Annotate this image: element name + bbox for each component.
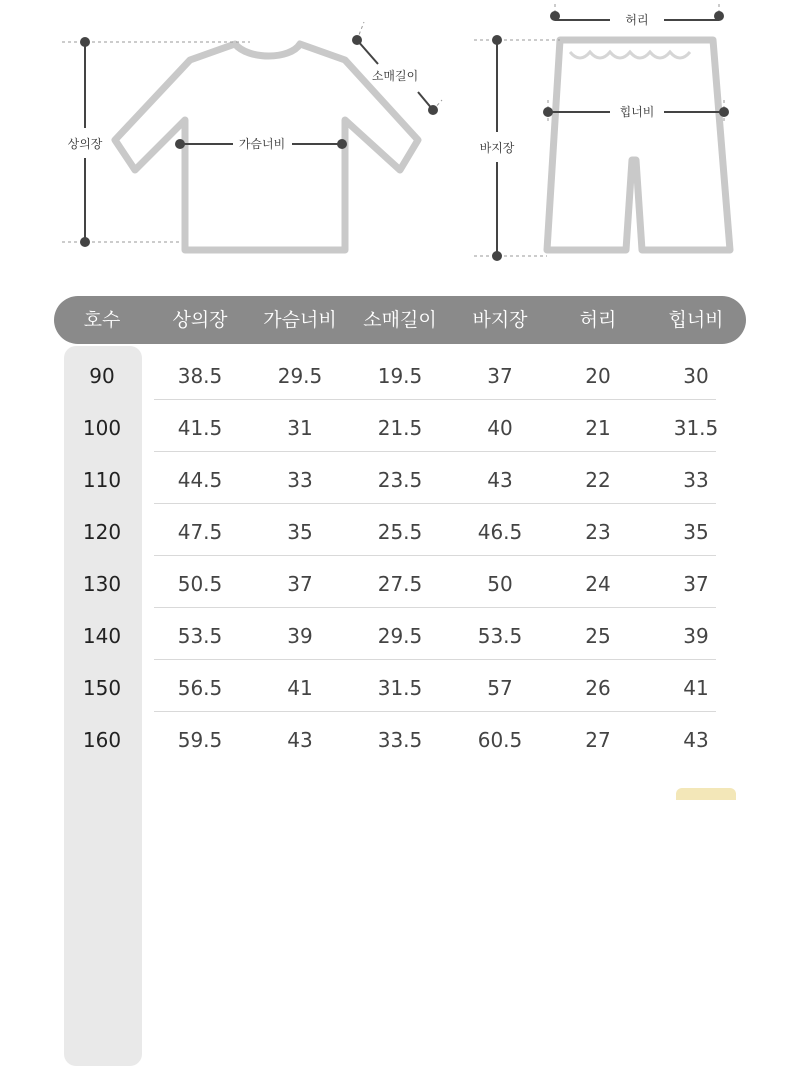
label-waist: 허리 xyxy=(625,13,649,27)
cell-size: 110 xyxy=(82,468,122,492)
table-header xyxy=(54,296,746,344)
cell-hip-width: 37 xyxy=(683,572,709,596)
header-size: 호수 xyxy=(83,309,121,331)
cell-top-length: 59.5 xyxy=(177,728,223,752)
cell-hip-width: 39 xyxy=(683,624,709,648)
cell-pants-length: 43 xyxy=(487,468,513,492)
cell-size: 120 xyxy=(82,520,122,544)
cell-chest-width: 33 xyxy=(287,468,313,492)
table-row xyxy=(54,348,746,400)
cell-chest-width: 37 xyxy=(287,572,313,596)
cell-waist: 27 xyxy=(585,728,611,752)
header-pants-length: 바지장 xyxy=(472,309,528,331)
table-body xyxy=(54,348,746,764)
cell-top-length: 56.5 xyxy=(177,676,223,700)
table-row xyxy=(54,504,746,556)
cell-chest-width: 41 xyxy=(287,676,313,700)
cell-waist: 21 xyxy=(585,416,611,440)
cell-pants-length: 37 xyxy=(487,364,513,388)
cell-chest-width: 39 xyxy=(287,624,313,648)
table-row xyxy=(54,712,746,764)
cell-pants-length: 60.5 xyxy=(477,728,523,752)
cell-pants-length: 53.5 xyxy=(477,624,523,648)
cell-chest-width: 35 xyxy=(287,520,313,544)
size-diagram xyxy=(0,0,800,285)
cell-sleeve-length: 19.5 xyxy=(377,364,423,388)
cell-pants-length: 57 xyxy=(487,676,513,700)
cell-pants-length: 46.5 xyxy=(477,520,523,544)
cell-top-length: 53.5 xyxy=(177,624,223,648)
header-chest-width: 가슴너비 xyxy=(263,309,337,331)
cell-sleeve-length: 27.5 xyxy=(377,572,423,596)
cell-chest-width: 31 xyxy=(287,416,313,440)
cell-hip-width: 33 xyxy=(683,468,709,492)
table-row xyxy=(54,660,746,712)
cell-size: 160 xyxy=(82,728,122,752)
label-hip-width: 힙너비 xyxy=(619,105,655,119)
header-top-length: 상의장 xyxy=(172,309,228,331)
cell-top-length: 50.5 xyxy=(177,572,223,596)
label-chest-width: 가슴너비 xyxy=(238,137,286,151)
cell-waist: 22 xyxy=(585,468,611,492)
cell-sleeve-length: 33.5 xyxy=(377,728,423,752)
cell-hip-width: 35 xyxy=(683,520,709,544)
cell-size: 140 xyxy=(82,624,122,648)
cell-waist: 20 xyxy=(585,364,611,388)
cell-sleeve-length: 25.5 xyxy=(377,520,423,544)
cell-sleeve-length: 29.5 xyxy=(377,624,423,648)
cell-chest-width: 29.5 xyxy=(277,364,323,388)
table-row xyxy=(54,400,746,452)
size-table xyxy=(54,296,746,752)
cell-top-length: 44.5 xyxy=(177,468,223,492)
cell-top-length: 41.5 xyxy=(177,416,223,440)
cell-pants-length: 40 xyxy=(487,416,513,440)
corner-decoration xyxy=(676,788,736,800)
cell-waist: 25 xyxy=(585,624,611,648)
cell-size: 150 xyxy=(82,676,122,700)
cell-hip-width: 41 xyxy=(683,676,709,700)
header-waist: 허리 xyxy=(579,309,617,331)
cell-hip-width: 30 xyxy=(683,364,709,388)
cell-size: 130 xyxy=(82,572,122,596)
cell-top-length: 47.5 xyxy=(177,520,223,544)
cell-hip-width: 31.5 xyxy=(673,416,719,440)
header-hip-width: 힙너비 xyxy=(668,309,724,331)
cell-waist: 23 xyxy=(585,520,611,544)
cell-size: 90 xyxy=(89,364,115,388)
cell-top-length: 38.5 xyxy=(177,364,223,388)
cell-chest-width: 43 xyxy=(287,728,313,752)
cell-waist: 26 xyxy=(585,676,611,700)
table-row xyxy=(54,452,746,504)
table-row xyxy=(54,608,746,660)
waist-measure xyxy=(550,4,724,27)
cell-hip-width: 43 xyxy=(683,728,709,752)
table-row xyxy=(54,556,746,608)
label-sleeve-length: 소매길이 xyxy=(371,69,419,83)
cell-sleeve-length: 21.5 xyxy=(377,416,423,440)
header-sleeve-length: 소매길이 xyxy=(363,309,437,331)
cell-sleeve-length: 23.5 xyxy=(377,468,423,492)
label-pants-length: 바지장 xyxy=(479,141,515,155)
label-top-length: 상의장 xyxy=(67,137,103,151)
cell-size: 100 xyxy=(82,416,122,440)
cell-sleeve-length: 31.5 xyxy=(377,676,423,700)
cell-pants-length: 50 xyxy=(487,572,513,596)
cell-waist: 24 xyxy=(585,572,611,596)
pants-illustration xyxy=(547,40,730,250)
